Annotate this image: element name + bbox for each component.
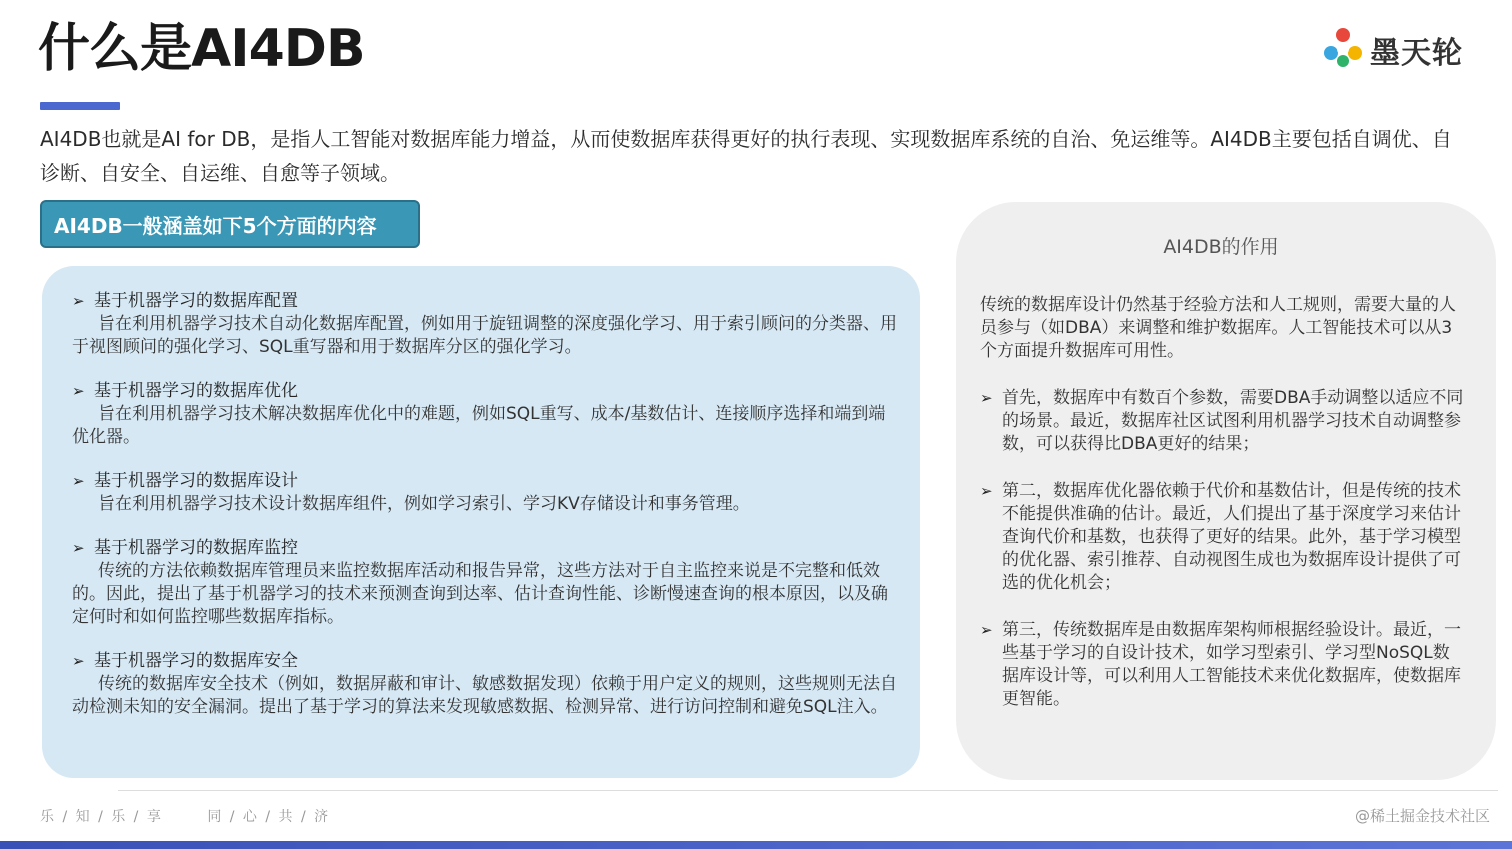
item-desc: 旨在利用机器学习技术设计数据库组件，例如学习索引、学习KV存储设计和事务管理。 (98, 494, 750, 514)
footer-watermark: @稀土掘金技术社区 (1354, 807, 1490, 825)
arrow-bullet-icon: ➢ (72, 292, 85, 310)
logo-text: 墨天轮 (1370, 36, 1463, 71)
item-desc: 传统的方法依赖数据库管理员来监控数据库活动和报告异常，这些方法对于自主监控来说是不完整和低效的。因此，提出了基于机器学习的技术来预测查询到达率、估计查询性能、诊断慢速查询的根本原因，以及确定何时和如何监控哪些数据库指标。 (72, 561, 888, 627)
left-panel (42, 266, 920, 778)
right-bullet-text: 第三，传统数据库是由数据库架构师根据经验设计。最近，一些基于学习的自设计技术，如学习型索引、学习型NoSQL数据库设计等，可以利用人工智能技术来优化数据库，使数据库更智能。 (1002, 620, 1461, 709)
right-bullet (980, 387, 1466, 456)
item-list (72, 290, 898, 740)
title-underline (40, 102, 120, 110)
list-item (72, 470, 898, 516)
footer-divider (118, 790, 1498, 791)
scope-label: AI4DB一般涵盖如下5个方面的内容 (40, 200, 420, 248)
arrow-bullet-icon: ➢ (72, 539, 85, 557)
footer-slogan (40, 806, 368, 826)
item-title: 基于机器学习的数据库配置 (94, 291, 298, 311)
arrow-bullet-icon: ➢ (72, 472, 85, 490)
list-item (72, 537, 898, 629)
arrow-bullet-icon: ➢ (980, 621, 993, 639)
list-item (72, 380, 898, 449)
arrow-bullet-icon: ➢ (980, 389, 993, 407)
list-item (72, 650, 898, 719)
intro-paragraph: AI4DB也就是AI for DB，是指人工智能对数据库能力增益，从而使数据库获得更好的执行表现、实现数据库系统的自治、免运维等。AI4DB主要包括自调优、自诊断、自安全、自运维、自愈等子领域。 (40, 127, 1452, 185)
logo (1320, 26, 1463, 74)
list-item (72, 290, 898, 359)
arrow-bullet-icon: ➢ (72, 382, 85, 400)
footer-slogan-b: 同 / 心 / 共 / 济 (207, 809, 331, 825)
item-desc: 传统的数据库安全技术（例如，数据屏蔽和审计、敏感数据发现）依赖于用户定义的规则，这些规则无法自动检测未知的安全漏洞。提出了基于学习的算法来发现敏感数据、检测异常、进行访问控制和避免SQL注入。 (72, 674, 897, 717)
right-panel (956, 202, 1496, 780)
item-title: 基于机器学习的数据库设计 (94, 471, 298, 491)
footer-slogan-a: 乐 / 知 / 乐 / 享 (40, 809, 163, 825)
item-desc: 旨在利用机器学习技术解决数据库优化中的难题，例如SQL重写、成本/基数估计、连接顺序选择和端到端优化器。 (72, 404, 886, 447)
arrow-bullet-icon: ➢ (72, 652, 85, 670)
item-title: 基于机器学习的数据库监控 (94, 538, 298, 558)
item-title: 基于机器学习的数据库安全 (94, 651, 298, 671)
arrow-bullet-icon: ➢ (980, 482, 993, 500)
bottom-accent-bar (0, 841, 1512, 849)
right-bullet-text: 首先，数据库中有数百个参数，需要DBA手动调整以适应不同的场景。最近，数据库社区试图利用机器学习技术自动调整参数，可以获得比DBA更好的结果； (1002, 388, 1464, 454)
right-bullet-text: 第二，数据库优化器依赖于代价和基数估计，但是传统的技术不能提供准确的估计。最近，人们提出了基于深度学习来估计查询代价和基数，也获得了更好的结果。此外，基于学习模型的优化器、索引推荐、自动视图生成也为数据库设计提供了可选的优化机会； (1002, 481, 1461, 593)
right-panel-title: AI4DB的作用 (1163, 236, 1279, 258)
colorful-badge-logo-icon (1320, 25, 1366, 75)
right-bullet (980, 619, 1466, 711)
right-panel-body (980, 294, 1466, 735)
right-bullet (980, 480, 1466, 595)
page-title: 什么是AI4DB (38, 19, 365, 79)
item-desc: 旨在利用机器学习技术自动化数据库配置，例如用于旋钮调整的深度强化学习、用于索引顾问的分类器、用于视图顾问的强化学习、SQL重写器和用于数据库分区的强化学习。 (72, 314, 897, 357)
right-lead-paragraph: 传统的数据库设计仍然基于经验方法和人工规则，需要大量的人员参与（如DBA）来调整和维护数据库。人工智能技术可以从3个方面提升数据库可用性。 (980, 295, 1456, 361)
item-title: 基于机器学习的数据库优化 (94, 381, 298, 401)
